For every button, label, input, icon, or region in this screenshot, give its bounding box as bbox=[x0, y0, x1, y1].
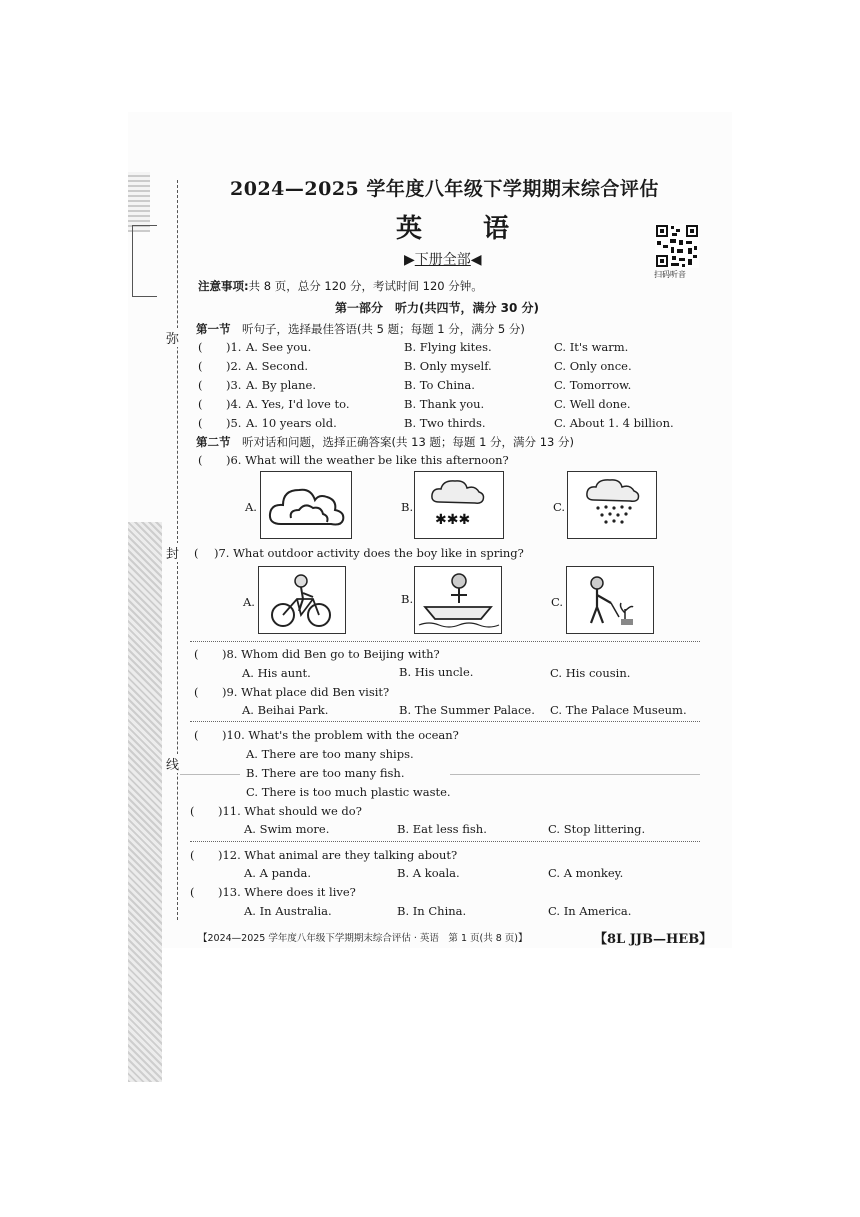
page-title: 2024—2025 学年度八年级下学期期末综合评估 bbox=[230, 178, 659, 200]
question-3-number: )3. bbox=[226, 378, 242, 392]
answer-paren[interactable]: ( bbox=[194, 728, 199, 742]
divider bbox=[190, 641, 700, 642]
answer-paren[interactable]: ( bbox=[198, 416, 203, 430]
q8-option-c[interactable]: C. His cousin. bbox=[550, 666, 631, 680]
question-1-number: )1. bbox=[226, 340, 242, 354]
svg-text:✱✱✱: ✱✱✱ bbox=[435, 512, 471, 528]
cycling-icon bbox=[259, 567, 345, 633]
answer-paren[interactable]: ( bbox=[194, 685, 199, 699]
qr-code-icon[interactable] bbox=[655, 224, 699, 268]
boating-icon bbox=[415, 567, 501, 633]
q7-option-a-label: A. bbox=[243, 595, 255, 609]
answer-paren[interactable]: ( bbox=[198, 359, 203, 373]
scope-tag: ▶下册全部◀ bbox=[404, 252, 482, 268]
question-7: )7. What outdoor activity does the boy like in spring? bbox=[214, 546, 524, 560]
question-4-number: )4. bbox=[226, 397, 242, 411]
q5-option-c[interactable]: C. About 1. 4 billion. bbox=[554, 416, 674, 430]
notice: 注意事项:共 8 页，总分 120 分，考试时间 120 分钟。 bbox=[198, 279, 483, 293]
q12-option-c[interactable]: C. A monkey. bbox=[548, 866, 624, 880]
question-11: )11. What should we do? bbox=[218, 804, 362, 818]
q7-option-c-label: C. bbox=[551, 595, 564, 609]
q13-option-a[interactable]: A. In Australia. bbox=[244, 904, 332, 918]
q6-option-a-image[interactable] bbox=[260, 471, 352, 539]
answer-paren[interactable]: ( bbox=[194, 647, 199, 661]
part-title: 第一部分 听力(共四节，满分 30 分) bbox=[335, 301, 540, 315]
planting-icon bbox=[567, 567, 653, 633]
subject-title: 英 语 bbox=[396, 214, 536, 244]
question-6: )6. What will the weather be like this afternoon? bbox=[226, 453, 509, 467]
q9-option-c[interactable]: C. The Palace Museum. bbox=[550, 703, 687, 717]
q2-option-b[interactable]: B. Only myself. bbox=[404, 359, 492, 373]
answer-paren[interactable]: ( bbox=[198, 340, 203, 354]
question-12: )12. What animal are they talking about? bbox=[218, 848, 458, 862]
q9-option-b[interactable]: B. The Summer Palace. bbox=[399, 703, 535, 717]
seal-char-mi: 弥 bbox=[166, 328, 179, 347]
seal-char-xian: 线 bbox=[166, 754, 179, 773]
snow-icon bbox=[415, 472, 503, 538]
q13-option-c[interactable]: C. In America. bbox=[548, 904, 632, 918]
q12-option-b[interactable]: B. A koala. bbox=[397, 866, 460, 880]
q12-option-a[interactable]: A. A panda. bbox=[244, 866, 312, 880]
question-5-number: )5. bbox=[226, 416, 242, 430]
q9-option-a[interactable]: A. Beihai Park. bbox=[242, 703, 329, 717]
q7-option-b-image[interactable] bbox=[414, 566, 502, 634]
answer-paren[interactable]: ( bbox=[190, 885, 195, 899]
q1-option-a[interactable]: A. See you. bbox=[246, 340, 312, 354]
paper-code: 【8L JJB—HEB】 bbox=[594, 932, 713, 947]
divider bbox=[190, 721, 700, 722]
cloud-icon bbox=[261, 472, 351, 538]
q2-option-c[interactable]: C. Only once. bbox=[554, 359, 632, 373]
q3-option-a[interactable]: A. By plane. bbox=[246, 378, 316, 392]
q10-option-a[interactable]: A. There are too many ships. bbox=[246, 747, 414, 761]
answer-paren[interactable]: ( bbox=[190, 848, 195, 862]
info-box bbox=[132, 225, 157, 297]
q13-option-b[interactable]: B. In China. bbox=[397, 904, 467, 918]
page-footer: 【2024—2025 学年度八年级下学期期末综合评估 · 英语 第 1 页(共 8 页)】 bbox=[198, 933, 528, 944]
q4-option-c[interactable]: C. Well done. bbox=[554, 397, 631, 411]
answer-paren[interactable]: ( bbox=[190, 804, 195, 818]
section-2-title: 第二节 听对话和问题，选择正确答案(共 13 题；每题 1 分，满分 13 分) bbox=[196, 435, 574, 449]
q7-option-b-label: B. bbox=[401, 592, 414, 606]
answer-paren[interactable]: ( bbox=[198, 453, 203, 467]
q11-option-b[interactable]: B. Eat less fish. bbox=[397, 822, 487, 836]
q5-option-b[interactable]: B. Two thirds. bbox=[404, 416, 486, 430]
divider bbox=[190, 841, 700, 842]
rain-icon bbox=[568, 472, 656, 538]
q1-option-c[interactable]: C. It's warm. bbox=[554, 340, 629, 354]
q4-option-b[interactable]: B. Thank you. bbox=[404, 397, 485, 411]
q6-option-a-label: A. bbox=[245, 500, 257, 514]
q4-option-a[interactable]: A. Yes, I'd love to. bbox=[246, 397, 350, 411]
question-10: )10. What's the problem with the ocean? bbox=[222, 728, 459, 742]
q11-option-a[interactable]: A. Swim more. bbox=[244, 822, 330, 836]
question-2-number: )2. bbox=[226, 359, 242, 373]
q3-option-b[interactable]: B. To China. bbox=[404, 378, 475, 392]
q6-option-c-label: C. bbox=[553, 500, 566, 514]
q8-option-a[interactable]: A. His aunt. bbox=[242, 666, 311, 680]
qr-label: 扫码听音 bbox=[654, 270, 686, 279]
answer-paren[interactable]: ( bbox=[194, 546, 199, 560]
question-8: )8. Whom did Ben go to Beijing with? bbox=[222, 647, 440, 661]
q6-option-b-label: B. bbox=[401, 500, 414, 514]
q10-option-b[interactable]: B. There are too many fish. bbox=[246, 766, 405, 780]
q1-option-b[interactable]: B. Flying kites. bbox=[404, 340, 492, 354]
answer-paren[interactable]: ( bbox=[198, 378, 203, 392]
q6-option-c-image[interactable] bbox=[567, 471, 657, 539]
q3-option-c[interactable]: C. Tomorrow. bbox=[554, 378, 632, 392]
question-9: )9. What place did Ben visit? bbox=[222, 685, 390, 699]
q11-option-c[interactable]: C. Stop littering. bbox=[548, 822, 646, 836]
q10-option-c[interactable]: C. There is too much plastic waste. bbox=[246, 785, 451, 799]
q6-option-b-image[interactable] bbox=[414, 471, 504, 539]
section-1-title: 第一节 听句子，选择最佳答语(共 5 题；每题 1 分，满分 5 分) bbox=[196, 322, 525, 336]
q7-option-c-image[interactable] bbox=[566, 566, 654, 634]
q5-option-a[interactable]: A. 10 years old. bbox=[246, 416, 337, 430]
answer-paren[interactable]: ( bbox=[198, 397, 203, 411]
question-13: )13. Where does it live? bbox=[218, 885, 356, 899]
q7-option-a-image[interactable] bbox=[258, 566, 346, 634]
q8-option-b[interactable]: B. His uncle. bbox=[399, 665, 474, 679]
seal-char-feng: 封 bbox=[166, 543, 179, 562]
q2-option-a[interactable]: A. Second. bbox=[246, 359, 309, 373]
